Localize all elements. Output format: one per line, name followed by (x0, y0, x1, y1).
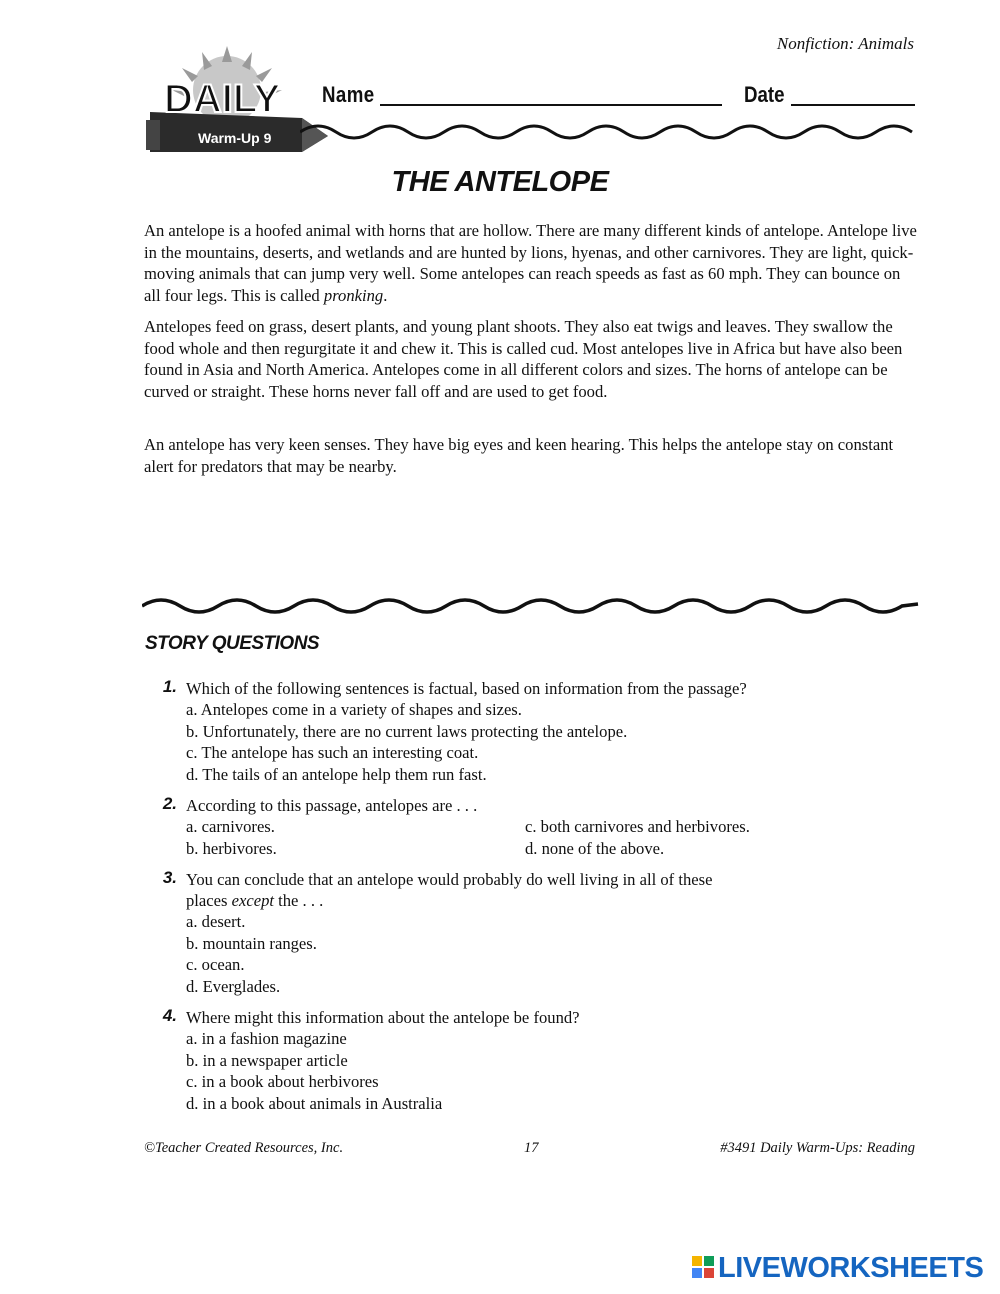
option-item[interactable]: a. in a fashion magazine (186, 1029, 347, 1048)
question-number: 3. (162, 868, 177, 887)
question-number: 2. (162, 794, 177, 813)
q3-text-end: the . . . (273, 891, 324, 910)
question-text: Which of the following sentences is factual, based on information from the passage? (186, 679, 747, 698)
daily-warmup-logo (142, 40, 332, 160)
option-item[interactable]: c. ocean. (186, 955, 245, 974)
category-label: Nonfiction: Animals (776, 34, 914, 53)
page-title: THE ANTELOPE (391, 166, 609, 198)
option-item[interactable]: a. desert. (186, 912, 246, 931)
footer-book-title: #3491 Daily Warm-Ups: Reading (720, 1140, 915, 1156)
wavy-divider-top (300, 118, 918, 142)
wavy-divider-middle (142, 592, 920, 618)
p1-end: . (383, 285, 388, 305)
option-item[interactable]: b. herbivores. (186, 839, 277, 858)
option-item[interactable]: d. Everglades. (186, 977, 281, 996)
question-number: 1. (162, 677, 177, 696)
question-text: Where might this information about the antelope be found? (186, 1008, 580, 1027)
date-field[interactable] (791, 104, 915, 106)
option-item[interactable]: c. both carnivores and herbivores. (525, 817, 750, 836)
name-label: Name (322, 82, 375, 107)
q3-text-start: places (186, 891, 232, 910)
question-text-line2 (186, 890, 323, 912)
footer-publisher: ©Teacher Created Resources, Inc. (144, 1140, 344, 1156)
option-item[interactable]: b. mountain ranges. (186, 934, 317, 953)
option-item[interactable]: c. in a book about herbivores (186, 1072, 379, 1091)
logo-subtitle: Warm-Up 9 (198, 130, 272, 146)
passage-paragraph-3: An antelope has very keen senses. They have big eyes and keen hearing. This helps the antelope stay on constant alert for predators that may be nearby. (144, 435, 894, 476)
name-field[interactable] (380, 104, 722, 106)
p1-term: pronking (323, 285, 384, 305)
option-item[interactable]: d. The tails of an antelope help them run fast. (186, 765, 487, 784)
footer-page-number: 17 (524, 1140, 539, 1156)
option-item[interactable]: b. in a newspaper article (186, 1051, 348, 1070)
option-item[interactable]: d. none of the above. (525, 839, 665, 858)
p1-text: An antelope is a hoofed animal with horns that are hollow. There are many different kinds of antelope. Antelope live in the mountains, deserts, and wetlands and are hunted by lions, hyenas, and other carnivores. They are light, quick-moving animals that can jump very well. Some antelopes can reach speeds as fast as 60 mph. They can bounce on all four legs. This is called (144, 221, 917, 305)
passage-paragraph-1 (144, 220, 920, 306)
question-number: 4. (162, 1006, 177, 1025)
liveworksheets-logo-icon (692, 1256, 714, 1278)
option-item[interactable]: c. The antelope has such an interesting coat. (186, 743, 479, 762)
option-item[interactable]: b. Unfortunately, there are no current laws protecting the antelope. (186, 722, 628, 741)
option-item[interactable]: a. carnivores. (186, 817, 275, 836)
passage-paragraph-2: Antelopes feed on grass, desert plants, and young plant shoots. They also eat twigs and leaves. They swallow the food whole and then regurgitate it and chew it. This is called cud. Most antelopes live in Africa but have also been found in Asia and North America. Antelopes come in all different colors and sizes. The horns of antelope can be curved or straight. These horns never fall off and are used to get food. (144, 317, 903, 401)
option-item[interactable]: a. Antelopes come in a variety of shapes and sizes. (186, 700, 522, 719)
option-item[interactable]: d. in a book about animals in Australia (186, 1094, 443, 1113)
logo-daily-text: DAILY (164, 77, 281, 121)
q3-text-emphasis: except (231, 891, 274, 910)
questions-heading: STORY QUESTIONS (145, 633, 320, 654)
question-text: According to this passage, antelopes are . . . (186, 796, 478, 815)
liveworksheets-watermark[interactable]: LIVEWORKSHEETS (718, 1252, 984, 1284)
question-text-line1: You can conclude that an antelope would probably do well living in all of these (186, 870, 713, 889)
date-label: Date (744, 82, 785, 107)
